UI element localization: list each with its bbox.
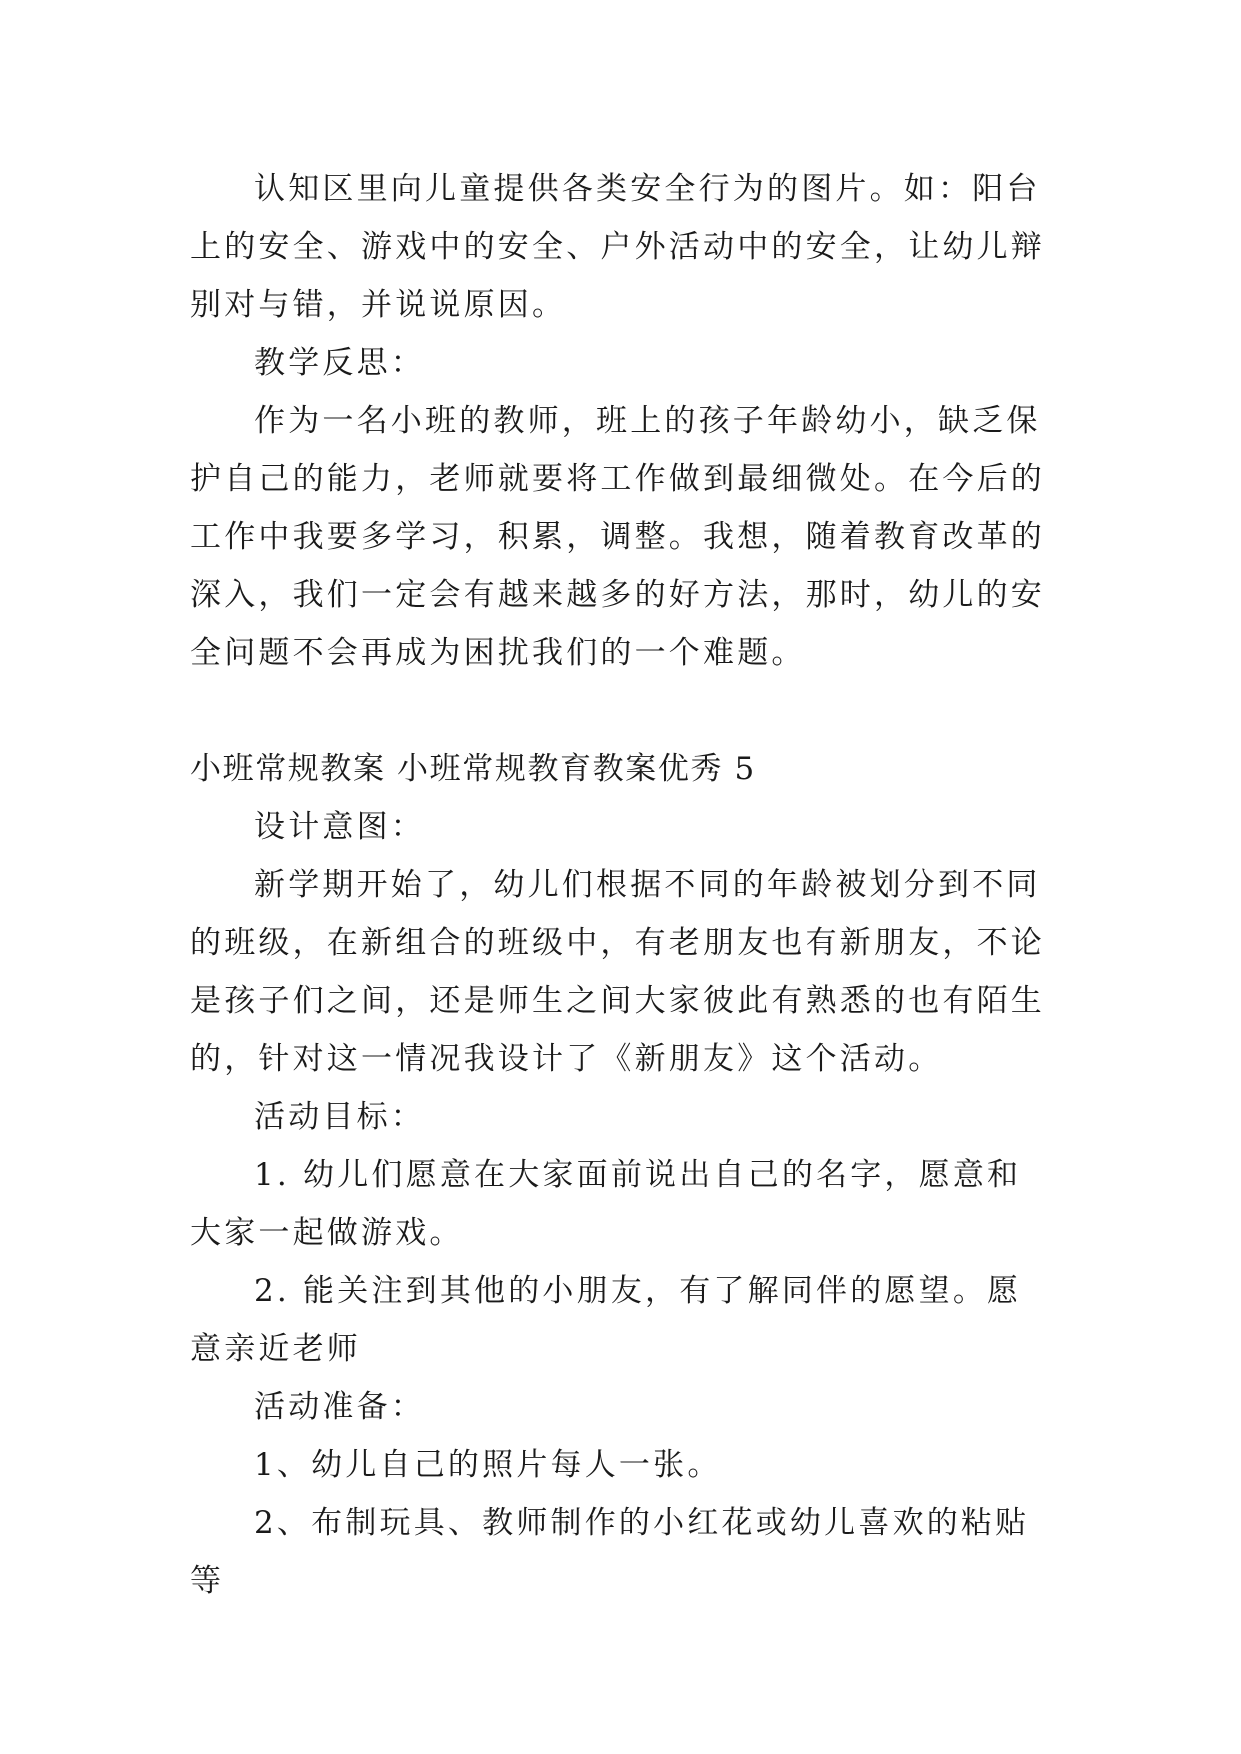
list-item-goal-2: 2. 能关注到其他的小朋友，有了解同伴的愿望。愿意亲近老师: [190, 1273, 1022, 1367]
document-body: [190, 160, 1052, 1610]
paragraph-reflection: 作为一名小班的教师，班上的孩子年龄幼小，缺乏保护自己的能力，老师就要将工作做到最细微处。在今后的工作中我要多学习，积累，调整。我想，随着教育改革的深入，我们一定会有越来越多的好方法，那时，幼儿的安全问题不会再成为困扰我们的一个难题。: [190, 403, 1045, 671]
paragraph-cognitive-area: 认知区里向儿童提供各类安全行为的图片。如：阳台上的安全、游戏中的安全、户外活动中的安全，让幼儿辩别对与错，并说说原因。: [190, 171, 1045, 323]
list-item-preparation-2: 2、布制玩具、教师制作的小红花或幼儿喜欢的粘贴等: [190, 1505, 1030, 1599]
paragraph-design-intent: 新学期开始了，幼儿们根据不同的年龄被划分到不同的班级，在新组合的班级中，有老朋友也有新朋友，不论是孩子们之间，还是师生之间大家彼此有熟悉的也有陌生的，针对这一情况我设计了《新朋友》这个活动。: [190, 867, 1045, 1077]
section-title: 小班常规教案 小班常规教育教案优秀 5: [190, 751, 756, 787]
heading-design-intent: 设计意图：: [254, 809, 425, 845]
heading-teaching-reflection: 教学反思：: [254, 345, 425, 381]
heading-activity-preparation: 活动准备：: [254, 1389, 425, 1425]
list-item-preparation-1: 1、幼儿自己的照片每人一张。: [254, 1447, 722, 1483]
heading-activity-goals: 活动目标：: [254, 1099, 425, 1135]
list-item-goal-1: 1. 幼儿们愿意在大家面前说出自己的名字，愿意和大家一起做游戏。: [190, 1157, 1022, 1251]
